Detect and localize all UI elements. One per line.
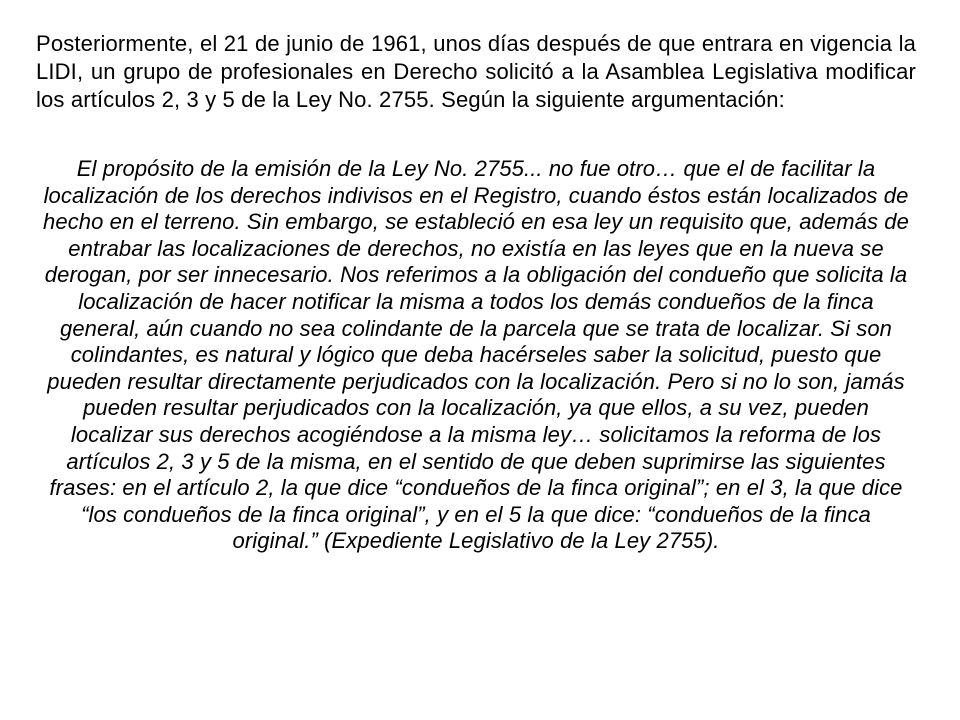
intro-paragraph: Posteriormente, el 21 de junio de 1961, unos días después de que entrara en vigencia la LIDI, un grupo de profesionales en Derecho solicitó a la Asamblea Legislativa modificar los artículos 2, 3 y 5 de la Ley No. 2755. Según la siguiente argumentación: xyxy=(36,31,916,112)
quote-paragraph: El propósito de la emisión de la Ley No. 2755... no fue otro… que el de facilitar la localización de los derechos indivisos en el Registro, cuando éstos están localizados de hecho en el terreno. Sin embargo, se estableció en esa ley un requisito que, además de entrabar las localizaciones de derechos, no existía en las leyes que en la nueva se derogan, por ser innecesario. Nos referimos a la obligación del condueño que solicita la localización de hacer notificar la misma a todos los demás condueños de la finca general, aún cuando no sea colindante de la parcela que se trata de localizar. Si son colindantes, es natural y lógico que deba hacérseles saber la solicitud, puesto que pueden resultar directamente perjudicados con la localización. Pero si no lo son, jamás pueden resultar perjudicados con la localización, ya que ellos, a su vez, pueden localizar sus derechos acogiéndose a la misma ley… solicitamos la reforma de los artículos 2, 3 y 5 de la misma, en el sentido de que deben suprimirse las siguientes frases: en el artículo 2, la que dice “condueños de la finca original”; en el 3, la que dice “los condueños de la finca original”, y en el 5 la que dice: “condueños de la finca original.” (Expediente Legislativo de la Ley 2755). xyxy=(43,156,909,554)
